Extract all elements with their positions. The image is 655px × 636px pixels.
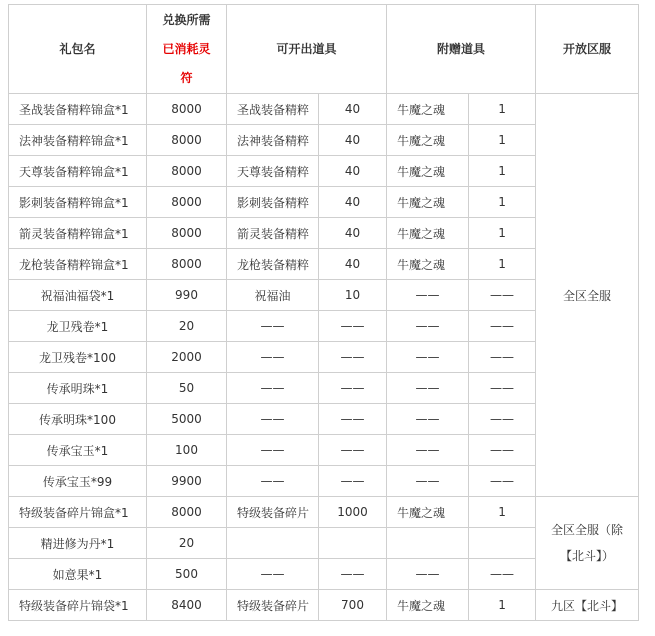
row-cost: 8000 [147, 94, 227, 125]
row-bonus-qty: 1 [469, 497, 536, 528]
row-bonus: 牛魔之魂 [387, 156, 469, 187]
row-cost: 20 [147, 528, 227, 559]
row-cost: 990 [147, 280, 227, 311]
table-row [9, 590, 639, 621]
row-item-qty: 40 [319, 187, 387, 218]
row-bonus-qty: 1 [469, 125, 536, 156]
row-item: —— [227, 559, 319, 590]
row-cost: 8000 [147, 249, 227, 280]
header-bonus: 附赠道具 [387, 5, 536, 94]
row-bonus: —— [387, 559, 469, 590]
row-cost: 8000 [147, 497, 227, 528]
row-item-qty [319, 528, 387, 559]
row-name: 影刺装备精粹锦盒*1 [9, 187, 147, 218]
row-bonus-qty: 1 [469, 218, 536, 249]
row-item-qty: —— [319, 311, 387, 342]
row-cost: 8000 [147, 187, 227, 218]
gift-pack-table [8, 4, 639, 621]
row-name: 如意果*1 [9, 559, 147, 590]
row-name: 法神装备精粹锦盒*1 [9, 125, 147, 156]
row-name: 特级装备碎片锦盒*1 [9, 497, 147, 528]
row-item: —— [227, 373, 319, 404]
row-name: 龙枪装备精粹锦盒*1 [9, 249, 147, 280]
row-cost: 8400 [147, 590, 227, 621]
row-bonus: —— [387, 466, 469, 497]
row-bonus-qty: —— [469, 311, 536, 342]
row-bonus [387, 528, 469, 559]
row-name: 传承宝玉*99 [9, 466, 147, 497]
row-item [227, 528, 319, 559]
row-item: —— [227, 311, 319, 342]
row-bonus: 牛魔之魂 [387, 497, 469, 528]
row-cost: 8000 [147, 218, 227, 249]
row-bonus: 牛魔之魂 [387, 249, 469, 280]
row-cost: 9900 [147, 466, 227, 497]
row-bonus-qty: —— [469, 435, 536, 466]
row-item-qty: —— [319, 435, 387, 466]
row-name: 龙卫残卷*1 [9, 311, 147, 342]
row-item-qty: 40 [319, 218, 387, 249]
row-name: 天尊装备精粹锦盒*1 [9, 156, 147, 187]
table-row [9, 497, 639, 528]
row-item-qty: 40 [319, 94, 387, 125]
row-item: 祝福油 [227, 280, 319, 311]
row-cost: 2000 [147, 342, 227, 373]
header-cost-line1: 兑换所需 [162, 12, 211, 27]
row-item-qty: 1000 [319, 497, 387, 528]
row-item: 天尊装备精粹 [227, 156, 319, 187]
row-cost: 8000 [147, 125, 227, 156]
row-item-qty: 40 [319, 249, 387, 280]
row-name: 传承明珠*1 [9, 373, 147, 404]
header-cost-line2: 已消耗灵 [162, 41, 211, 56]
row-cost: 8000 [147, 156, 227, 187]
header-server: 开放区服 [536, 5, 639, 94]
row-item-qty: 10 [319, 280, 387, 311]
table-row [9, 94, 639, 125]
row-item: —— [227, 466, 319, 497]
row-item-qty: 40 [319, 156, 387, 187]
row-item: 龙枪装备精粹 [227, 249, 319, 280]
row-name: 特级装备碎片锦袋*1 [9, 590, 147, 621]
row-item-qty: 40 [319, 125, 387, 156]
row-name: 精进修为丹*1 [9, 528, 147, 559]
row-cost: 500 [147, 559, 227, 590]
row-name: 传承宝玉*1 [9, 435, 147, 466]
row-bonus: —— [387, 342, 469, 373]
row-bonus-qty: —— [469, 280, 536, 311]
row-item: 法神装备精粹 [227, 125, 319, 156]
header-cost-line3: 符 [180, 70, 193, 85]
row-bonus-qty: —— [469, 342, 536, 373]
server-all-except-line2: 【北斗】） [560, 549, 615, 563]
row-item: —— [227, 404, 319, 435]
row-name: 箭灵装备精粹锦盒*1 [9, 218, 147, 249]
row-item: —— [227, 342, 319, 373]
header-openable: 可开出道具 [227, 5, 387, 94]
row-item: 特级装备碎片 [227, 590, 319, 621]
row-name: 龙卫残卷*100 [9, 342, 147, 373]
row-bonus: —— [387, 311, 469, 342]
row-name: 圣战装备精粹锦盒*1 [9, 94, 147, 125]
row-item-qty: —— [319, 404, 387, 435]
row-item: 特级装备碎片 [227, 497, 319, 528]
row-bonus: 牛魔之魂 [387, 187, 469, 218]
row-bonus-qty: 1 [469, 187, 536, 218]
header-row [9, 5, 639, 94]
server-all: 全区全服 [536, 94, 639, 497]
row-bonus-qty: —— [469, 404, 536, 435]
row-bonus-qty: —— [469, 466, 536, 497]
row-bonus-qty: 1 [469, 156, 536, 187]
row-bonus: 牛魔之魂 [387, 590, 469, 621]
row-cost: 20 [147, 311, 227, 342]
row-bonus-qty: 1 [469, 249, 536, 280]
row-item-qty: —— [319, 466, 387, 497]
row-item-qty: —— [319, 559, 387, 590]
row-cost: 5000 [147, 404, 227, 435]
row-bonus-qty: —— [469, 373, 536, 404]
row-bonus: 牛魔之魂 [387, 125, 469, 156]
row-bonus-qty: —— [469, 559, 536, 590]
server-all-except-line1: 全区全服（除 [551, 523, 624, 537]
row-bonus-qty: 1 [469, 94, 536, 125]
row-bonus-qty [469, 528, 536, 559]
row-cost: 100 [147, 435, 227, 466]
row-cost: 50 [147, 373, 227, 404]
row-item: —— [227, 435, 319, 466]
row-item: 圣战装备精粹 [227, 94, 319, 125]
row-bonus-qty: 1 [469, 590, 536, 621]
header-cost [147, 5, 227, 94]
row-name: 祝福油福袋*1 [9, 280, 147, 311]
server-nine: 九区【北斗】 [536, 590, 639, 621]
server-all-except [536, 497, 639, 590]
row-item: 箭灵装备精粹 [227, 218, 319, 249]
row-name: 传承明珠*100 [9, 404, 147, 435]
row-item: 影刺装备精粹 [227, 187, 319, 218]
row-bonus: 牛魔之魂 [387, 218, 469, 249]
row-bonus: —— [387, 404, 469, 435]
row-item-qty: 700 [319, 590, 387, 621]
row-bonus: —— [387, 280, 469, 311]
row-item-qty: —— [319, 342, 387, 373]
row-bonus: —— [387, 373, 469, 404]
header-name: 礼包名 [9, 5, 147, 94]
row-bonus: —— [387, 435, 469, 466]
row-bonus: 牛魔之魂 [387, 94, 469, 125]
row-item-qty: —— [319, 373, 387, 404]
